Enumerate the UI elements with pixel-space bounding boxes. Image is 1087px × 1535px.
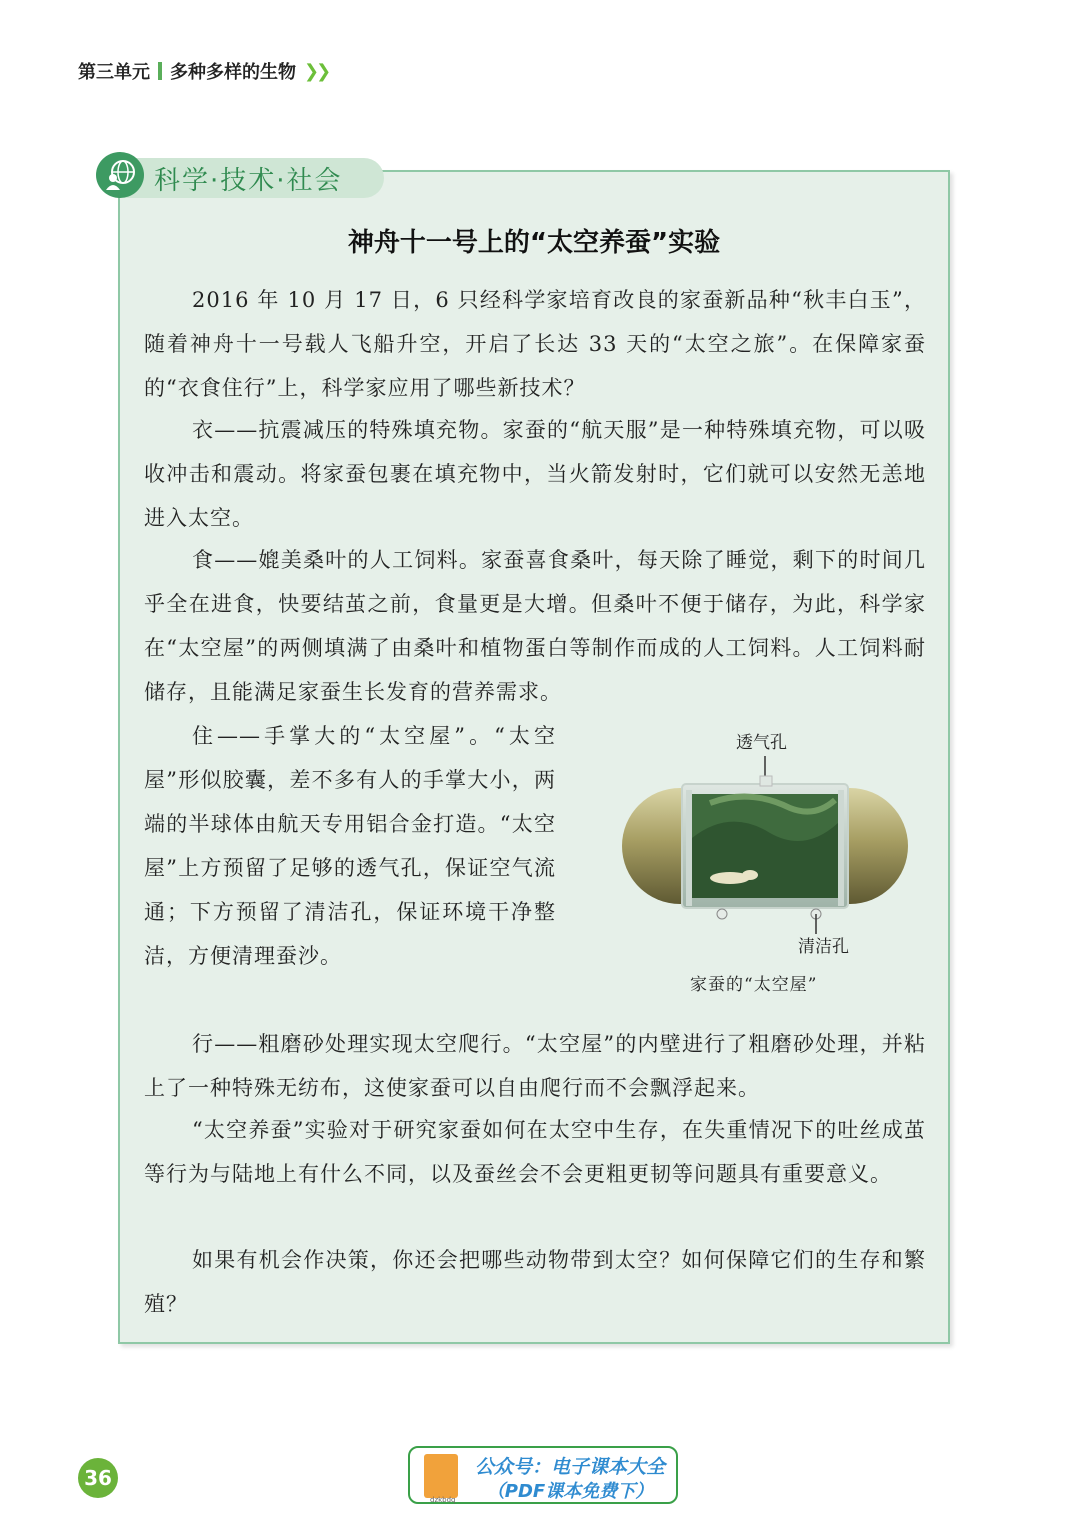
stamp-line-1: 公众号：电子课本大全 <box>474 1456 665 1478</box>
header-divider <box>158 62 162 80</box>
stamp-book-text: dzkbdq <box>430 1496 456 1504</box>
double-chevron-icon: ❯❯ <box>304 60 329 82</box>
figure-caption: 家蚕的“太空屋” <box>690 975 818 995</box>
tag-label: 科学·技术·社会 <box>154 166 343 196</box>
paragraph-significance: “太空养蚕”实验对于研究家蚕如何在太空中生存，在失重情况下的吐丝成茧等行为与陆地上有什么不同，以及蚕丝会不会更粗更韧等问题具有重要意义。 <box>144 1118 926 1186</box>
section-tag <box>96 152 386 198</box>
book-icon <box>424 1454 458 1498</box>
paragraph-clothing: 衣——抗震减压的特殊填充物。家蚕的“航天服”是一种特殊填充物，可以吸收冲击和震动。将家蚕包裹在填充物中，当火箭发射时，它们就可以安然无恙地进入太空。 <box>144 418 926 530</box>
paragraph-food: 食——媲美桑叶的人工饲料。家蚕喜食桑叶，每天除了睡觉，剩下的时间几乎全在进食，快要结茧之前，食量更是大增。但桑叶不便于储存，为此，科学家在“太空屋”的两侧填满了由桑叶和植物蛋白等制作而成的人工饲料。人工饲料耐储存，且能满足家蚕生长发育的营养需求。 <box>144 548 926 704</box>
globe-person-icon <box>96 152 144 198</box>
watermark-stamp <box>408 1446 678 1504</box>
capsule-image <box>620 728 920 998</box>
paragraph-question: 如果有机会作决策，你还会把哪些动物带到太空？如何保障它们的生存和繁殖？ <box>144 1248 926 1316</box>
label-vent-hole: 透气孔 <box>736 733 787 753</box>
paragraph-housing: 住——手掌大的“太空屋”。“太空屋”形似胶囊，差不多有人的手掌大小，两端的半球体由航天专用铝合金打造。“太空屋”上方预留了足够的透气孔，保证空气流通；下方预留了清洁孔，保证环境干净整洁，方便清理蚕沙。 <box>144 724 556 968</box>
space-house-figure <box>620 728 920 998</box>
page-number: 36 <box>78 1458 118 1498</box>
label-cleaning-hole: 清洁孔 <box>798 937 849 957</box>
article-title: 神舟十一号上的“太空养蚕”实验 <box>347 228 721 258</box>
unit-title: 多种多样的生物 <box>170 62 296 83</box>
unit-label: 第三单元 <box>78 62 150 83</box>
stamp-line-2: （PDF课本免费下） <box>486 1481 654 1502</box>
page-header <box>78 58 328 84</box>
paragraph-movement: 行——粗磨砂处理实现太空爬行。“太空屋”的内壁进行了粗磨砂处理，并粘上了一种特殊无纺布，这使家蚕可以自由爬行而不会飘浮起来。 <box>144 1032 926 1100</box>
paragraph-intro: 2016 年 10 月 17 日，6 只经科学家培育改良的家蚕新品种“秋丰白玉”，随着神舟十一号载人飞船升空，开启了长达 33 天的“太空之旅”。在保障家蚕的“衣食住行”上，科学家应用了哪些新技术？ <box>144 288 926 400</box>
